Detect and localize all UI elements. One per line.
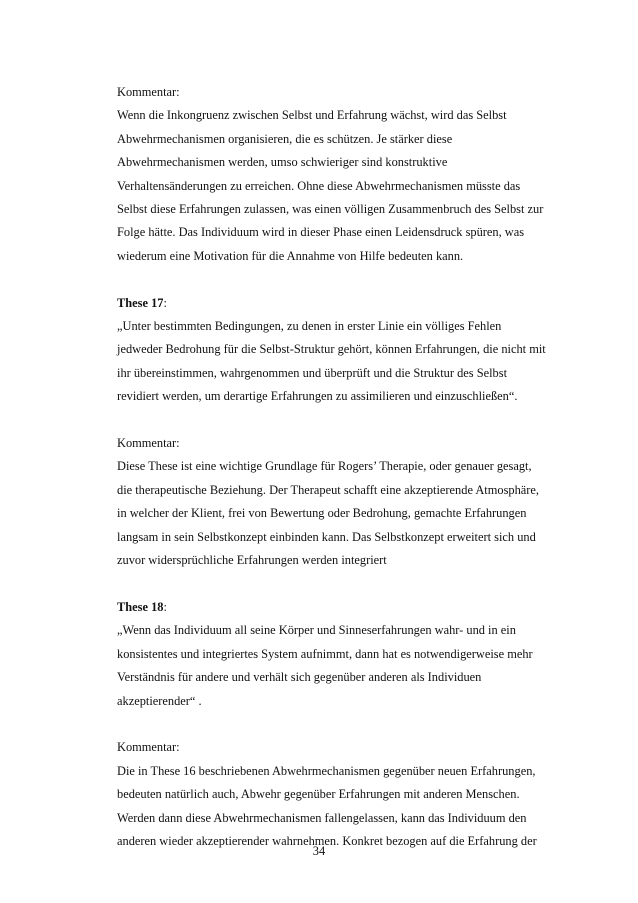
text-line: wiederum eine Motivation für die Annahme von Hilfe bedeuten kann. bbox=[117, 248, 464, 263]
thesis-label-suffix: : bbox=[163, 599, 167, 614]
thesis-label: These 18 bbox=[117, 599, 164, 614]
comment-label: Kommentar: bbox=[117, 740, 180, 755]
text-line: Verhaltensänderungen zu erreichen. Ohne diese Abwehrmechanismen müsste das bbox=[117, 178, 521, 193]
text-line: in welcher der Klient, frei von Bewertung oder Bedrohung, gemachte Erfahrungen bbox=[117, 506, 527, 521]
quote-line: akzeptierender“ . bbox=[117, 693, 202, 708]
thesis-section bbox=[117, 596, 587, 713]
thesis-label: These 17 bbox=[117, 295, 164, 310]
quote-line: ihr übereinstimmen, wahrgenommen und überprüft und die Struktur des Selbst bbox=[117, 365, 508, 380]
text-line: Selbst diese Erfahrungen zulassen, was einen völligen Zusammenbruch des Selbst zur bbox=[117, 202, 544, 217]
quote-line: konsistentes und integriertes System aufnimmt, dann hat es notwendigerweise mehr bbox=[117, 646, 533, 661]
text-line: anderen wieder akzeptierender wahrnehmen. Konkret bezogen auf die Erfahrung der bbox=[117, 833, 537, 848]
quote-line: „Unter bestimmten Bedingungen, zu denen in erster Linie ein völliges Fehlen bbox=[117, 319, 502, 334]
comment-section bbox=[117, 432, 587, 572]
text-line: zuvor widersprüchliche Erfahrungen werden integriert bbox=[117, 553, 387, 568]
thesis-section bbox=[117, 292, 587, 409]
comment-label: Kommentar: bbox=[117, 85, 180, 99]
quote-line: Verständnis für andere und verhält sich gegenüber anderen als Individuen bbox=[117, 670, 482, 685]
quote-line: jedweder Bedrohung für die Selbst-Struktur gehört, können Erfahrungen, die nicht mit bbox=[117, 342, 546, 357]
text-line: Wenn die Inkongruenz zwischen Selbst und Erfahrung wächst, wird das Selbst bbox=[117, 108, 507, 123]
text-line: Abwehrmechanismen werden, umso schwieriger sind konstruktive bbox=[117, 155, 448, 170]
comment-section bbox=[117, 81, 587, 268]
quote-line: revidiert werden, um derartige Erfahrungen zu assimilieren und einzuschließen“. bbox=[117, 389, 518, 404]
paragraph-spacer bbox=[117, 409, 587, 432]
text-line: Folge hätte. Das Individuum wird in dieser Phase einen Leidensdruck spüren, was bbox=[117, 225, 525, 240]
paragraph-spacer bbox=[117, 713, 587, 736]
page-number: 34 bbox=[312, 844, 326, 858]
text-line: Die in These 16 beschriebenen Abwehrmechanismen gegenüber neuen Erfahrungen, bbox=[117, 763, 536, 778]
paragraph-spacer bbox=[117, 268, 587, 291]
text-line: Diese These ist eine wichtige Grundlage für Rogers’ Therapie, oder genauer gesagt, bbox=[117, 459, 532, 474]
comment-label: Kommentar: bbox=[117, 436, 180, 451]
thesis-heading bbox=[117, 292, 587, 315]
text-line: langsam in sein Selbstkonzept einbinden kann. Das Selbstkonzept erweitert sich und bbox=[117, 529, 536, 544]
quote-line: „Wenn das Individuum all seine Körper und Sinneserfahrungen wahr- und in ein bbox=[117, 623, 516, 638]
text-line: bedeuten natürlich auch, Abwehr gegenüber Erfahrungen mit anderen Menschen. bbox=[117, 787, 520, 802]
thesis-heading bbox=[117, 596, 587, 619]
page-body bbox=[117, 81, 587, 853]
text-line: Abwehrmechanismen organisieren, die es schützen. Je stärker diese bbox=[117, 131, 453, 146]
thesis-label-suffix: : bbox=[163, 295, 167, 310]
text-line: die therapeutische Beziehung. Der Therapeut schafft eine akzeptierende Atmosphäre, bbox=[117, 482, 540, 497]
paragraph-spacer bbox=[117, 573, 587, 596]
text-line: Werden dann diese Abwehrmechanismen fallengelassen, kann das Individuum den bbox=[117, 810, 527, 825]
comment-section bbox=[117, 736, 587, 853]
